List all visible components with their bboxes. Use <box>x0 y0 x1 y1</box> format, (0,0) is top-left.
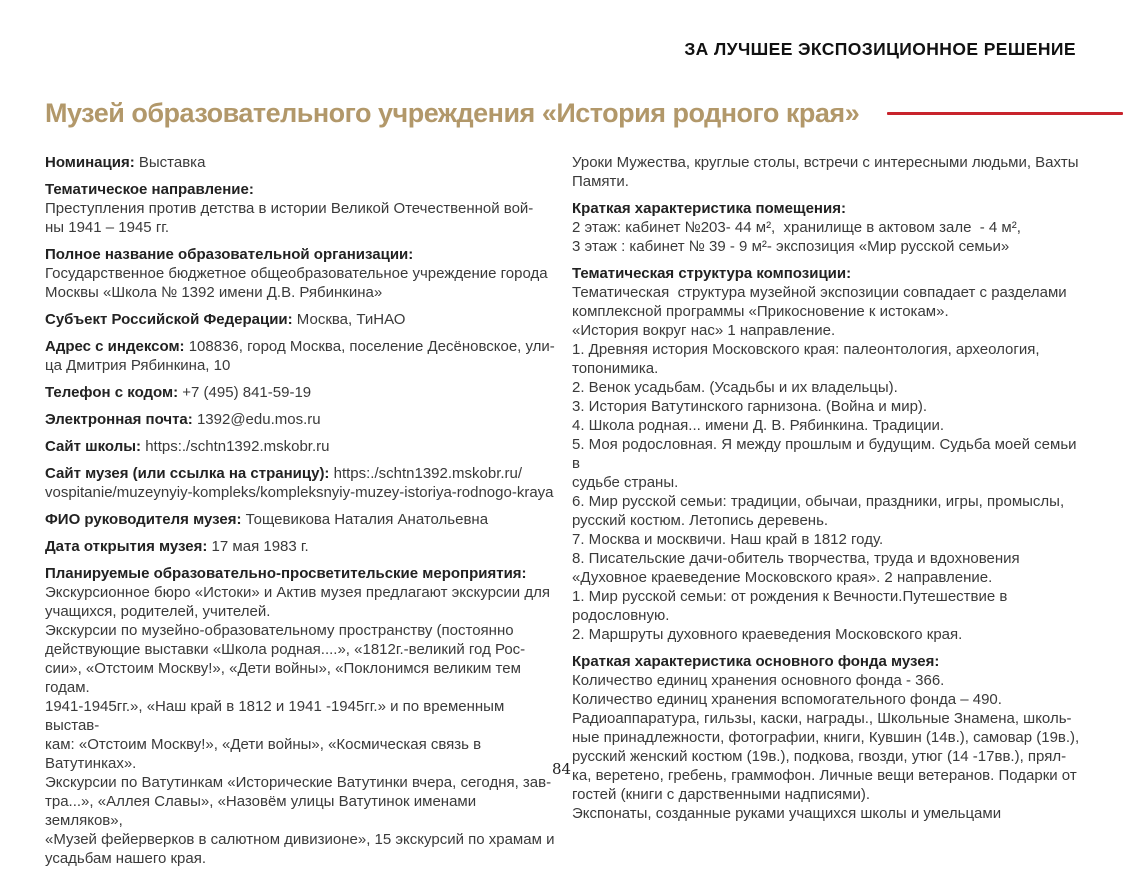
bold-label: Телефон с кодом: <box>45 384 179 401</box>
text-paragraph <box>572 199 1085 256</box>
text-run: 2. Венок усадьбам. (Усадьбы и их владельцы). <box>572 379 898 396</box>
text-run: Экспонаты, созданные руками учащихся школы и умельцами <box>572 805 1002 822</box>
text-run: Экскурсии по музейно-образовательному пространству (постоянно <box>45 622 514 639</box>
text-line <box>572 218 1085 237</box>
text-run: 6. Мир русской семьи: традиции, обычаи, праздники, игры, промыслы, <box>572 493 1065 510</box>
text-run: Экскурсии по Ватутинкам «Исторические Ватутинки вчера, сегодня, зав- <box>45 774 552 791</box>
text-line <box>572 435 1085 473</box>
text-line <box>572 671 1085 690</box>
text-line <box>45 537 558 556</box>
text-run: «Музей фейерверков в салютном дивизионе», 15 экскурсий по храмам и <box>45 831 555 848</box>
text-paragraph <box>45 410 558 429</box>
text-paragraph <box>45 510 558 529</box>
text-line <box>572 283 1085 302</box>
text-line <box>572 172 1085 191</box>
text-paragraph <box>45 437 558 456</box>
bold-label: Полное название образовательной организации: <box>45 246 414 263</box>
text-run: Москвы «Школа № 1392 имени Д.В. Рябинкина» <box>45 284 383 301</box>
text-line <box>45 410 558 429</box>
text-run: 3 этаж : кабинет № 39 - 9 м²- экспозиция «Мир русской семьи» <box>572 238 1010 255</box>
text-line <box>45 640 558 659</box>
text-line <box>45 583 558 602</box>
bold-label: Краткая характеристика основного фонда музея: <box>572 653 940 670</box>
text-line <box>572 690 1085 709</box>
text-run: гостей (книги с дарственными надписями). <box>572 786 870 803</box>
text-line <box>45 356 558 375</box>
text-line <box>45 218 558 237</box>
text-line <box>572 728 1085 747</box>
text-run: vospitanie/muzeynyiy-kompleks/kompleksnyiy-muzey-istoriya-rodnogo-kraya <box>45 484 554 501</box>
text-line <box>572 785 1085 804</box>
text-line <box>572 511 1085 530</box>
text-line <box>572 804 1085 823</box>
text-run: комплексной программы «Прикосновение к истокам». <box>572 303 949 320</box>
bold-label: ФИО руководителя музея: <box>45 511 242 528</box>
text-line <box>45 792 558 830</box>
text-run: Тематическая структура музейной экспозиции совпадает с разделами <box>572 284 1067 301</box>
bold-label: Дата открытия музея: <box>45 538 208 555</box>
text-paragraph <box>45 153 558 172</box>
text-line <box>572 549 1085 568</box>
text-run: 8. Писательские дачи-обитель творчества, труда и вдохновения <box>572 550 1020 567</box>
text-run: Преступления против детства в истории Великой Отечественной вой- <box>45 200 534 217</box>
bold-label: Номинация: <box>45 154 135 171</box>
text-run: 1941-1945гг.», «Наш край в 1812 и 1941 -1945гг.» и по временным выстав- <box>45 698 509 734</box>
text-run: Памяти. <box>572 173 629 190</box>
text-run: 2 этаж: кабинет №203- 44 м², хранилище в актовом зале - 4 м², <box>572 219 1021 236</box>
text-paragraph <box>572 652 1085 823</box>
text-line <box>45 199 558 218</box>
title-rule <box>887 112 1123 115</box>
text-run: сии», «Отстоим Москву!», «Дети войны», «Поклонимся великим тем годам. <box>45 660 526 696</box>
text-run: 1. Мир русской семьи: от рождения к Вечности.Путешествие в родословную. <box>572 588 1012 624</box>
text-line <box>45 245 558 264</box>
text-line <box>45 659 558 697</box>
text-run: Выставка <box>134 154 206 171</box>
text-line <box>572 359 1085 378</box>
text-line <box>572 397 1085 416</box>
text-run: Москва, ТиНАО <box>292 311 406 328</box>
text-run: действующие выставки «Школа родная....», «1812г.-великий год Рос- <box>45 641 526 658</box>
text-line <box>45 464 558 483</box>
text-run: 108836, город Москва, поселение Десёновское, ули- <box>184 338 555 355</box>
text-line <box>572 340 1085 359</box>
text-paragraph <box>45 537 558 556</box>
bold-label: Тематическая структура композиции: <box>572 265 852 282</box>
text-run: ны 1941 – 1945 гг. <box>45 219 170 236</box>
text-line <box>45 510 558 529</box>
text-line <box>572 587 1085 625</box>
text-run: «История вокруг нас» 1 направление. <box>572 322 836 339</box>
text-line <box>45 483 558 502</box>
text-run: https:./schtn1392.mskobr.ru <box>141 438 330 455</box>
text-line <box>45 383 558 402</box>
text-line <box>45 602 558 621</box>
text-line <box>572 237 1085 256</box>
bold-label: Сайт музея (или ссылка на страницу): <box>45 465 330 482</box>
page-title: Музей образовательного учреждения «История родного края» <box>45 98 860 128</box>
text-run: 4. Школа родная... имени Д. В. Рябинкина. Традиции. <box>572 417 945 434</box>
text-run: Радиоаппаратура, гильзы, каски, награды., Школьные Знамена, школь- <box>572 710 1072 727</box>
text-run: Количество единиц хранения основного фонда - 366. <box>572 672 945 689</box>
text-line <box>572 625 1085 644</box>
text-line <box>45 264 558 283</box>
text-line <box>572 568 1085 587</box>
bold-label: Сайт школы: <box>45 438 142 455</box>
bold-label: Субъект Российской Федерации: <box>45 311 293 328</box>
text-run: 1392@edu.mos.ru <box>192 411 321 428</box>
text-run: 3. История Ватутинского гарнизона. (Война и мир). <box>572 398 928 415</box>
text-paragraph <box>45 337 558 375</box>
text-run: Уроки Мужества, круглые столы, встречи с интересными людьми, Вахты <box>572 154 1079 171</box>
text-paragraph <box>45 564 558 868</box>
text-line <box>45 849 558 868</box>
section-header: ЗА ЛУЧШЕЕ ЭКСПОЗИЦИОННОЕ РЕШЕНИЕ <box>684 39 1076 59</box>
text-run: усадьбам нашего края. <box>45 850 207 867</box>
text-line <box>45 621 558 640</box>
text-paragraph <box>45 245 558 302</box>
text-paragraph <box>45 383 558 402</box>
text-run: тра...», «Аллея Славы», «Назовём улицы Ватутинок именами земляков», <box>45 793 481 829</box>
text-run: ца Дмитрия Рябинкина, 10 <box>45 357 231 374</box>
text-run: Государственное бюджетное общеобразовательное учреждение города <box>45 265 548 282</box>
page-number: 84 <box>551 760 572 778</box>
title-row <box>45 97 1123 129</box>
text-run: «Духовное краеведение Московского края». 2 направление. <box>572 569 993 586</box>
text-run: учащихся, родителей, учителей. <box>45 603 271 620</box>
text-run: судьбе страны. <box>572 474 679 491</box>
text-line <box>572 302 1085 321</box>
text-line <box>572 153 1085 172</box>
text-line <box>45 180 558 199</box>
text-line <box>45 564 558 583</box>
text-paragraph <box>572 264 1085 644</box>
text-run: русский женский костюм (19в.), подкова, гвозди, утюг (14 -17вв.), прял- <box>572 748 1067 765</box>
text-line <box>572 652 1085 671</box>
text-line <box>572 199 1085 218</box>
text-line <box>572 321 1085 340</box>
text-line <box>45 310 558 329</box>
text-line <box>572 416 1085 435</box>
text-line <box>572 378 1085 397</box>
text-run: кам: «Отстоим Москву!», «Дети войны», «Космическая связь в Ватутинках». <box>45 736 486 772</box>
text-line <box>572 709 1085 728</box>
text-run: 5. Моя родословная. Я между прошлым и будущим. Судьба моей семьи в <box>572 436 1081 472</box>
text-line <box>45 153 558 172</box>
text-run: ные принадлежности, фотографии, книги, Кувшин (14в.), самовар (19в.), <box>572 729 1080 746</box>
text-run: 7. Москва и москвичи. Наш край в 1812 году. <box>572 531 884 548</box>
text-line <box>45 437 558 456</box>
text-line <box>45 283 558 302</box>
text-line <box>45 697 558 735</box>
text-paragraph <box>45 310 558 329</box>
text-paragraph <box>45 464 558 502</box>
text-run: русский костюм. Летопись деревень. <box>572 512 829 529</box>
text-run: 1. Древняя история Московского края: палеонтология, археология, <box>572 341 1040 358</box>
text-run: Тощевикова Наталия Анатольевна <box>241 511 489 528</box>
text-paragraph <box>45 180 558 237</box>
bold-label: Тематическое направление: <box>45 181 254 198</box>
bold-label: Электронная почта: <box>45 411 193 428</box>
text-line <box>45 337 558 356</box>
text-run: топонимика. <box>572 360 659 377</box>
text-run: Количество единиц хранения вспомогательного фонда – 490. <box>572 691 1002 708</box>
text-line <box>572 264 1085 283</box>
bold-label: Краткая характеристика помещения: <box>572 200 846 217</box>
text-run: https:./schtn1392.mskobr.ru/ <box>329 465 523 482</box>
text-run: Экскурсионное бюро «Истоки» и Актив музея предлагают экскурсии для <box>45 584 550 601</box>
text-line <box>45 830 558 849</box>
text-line <box>572 530 1085 549</box>
text-run: 17 мая 1983 г. <box>207 538 309 555</box>
text-paragraph <box>572 153 1085 191</box>
bold-label: Адрес с индексом: <box>45 338 185 355</box>
bold-label: Планируемые образовательно-просветительские мероприятия: <box>45 565 527 582</box>
text-run: 2. Маршруты духовного краеведения Московского края. <box>572 626 963 643</box>
text-line <box>572 473 1085 492</box>
text-run: ка, веретено, гребень, граммофон. Личные вещи ветеранов. Подарки от <box>572 767 1077 784</box>
text-line <box>572 492 1085 511</box>
text-run: +7 (495) 841-59-19 <box>178 384 312 401</box>
